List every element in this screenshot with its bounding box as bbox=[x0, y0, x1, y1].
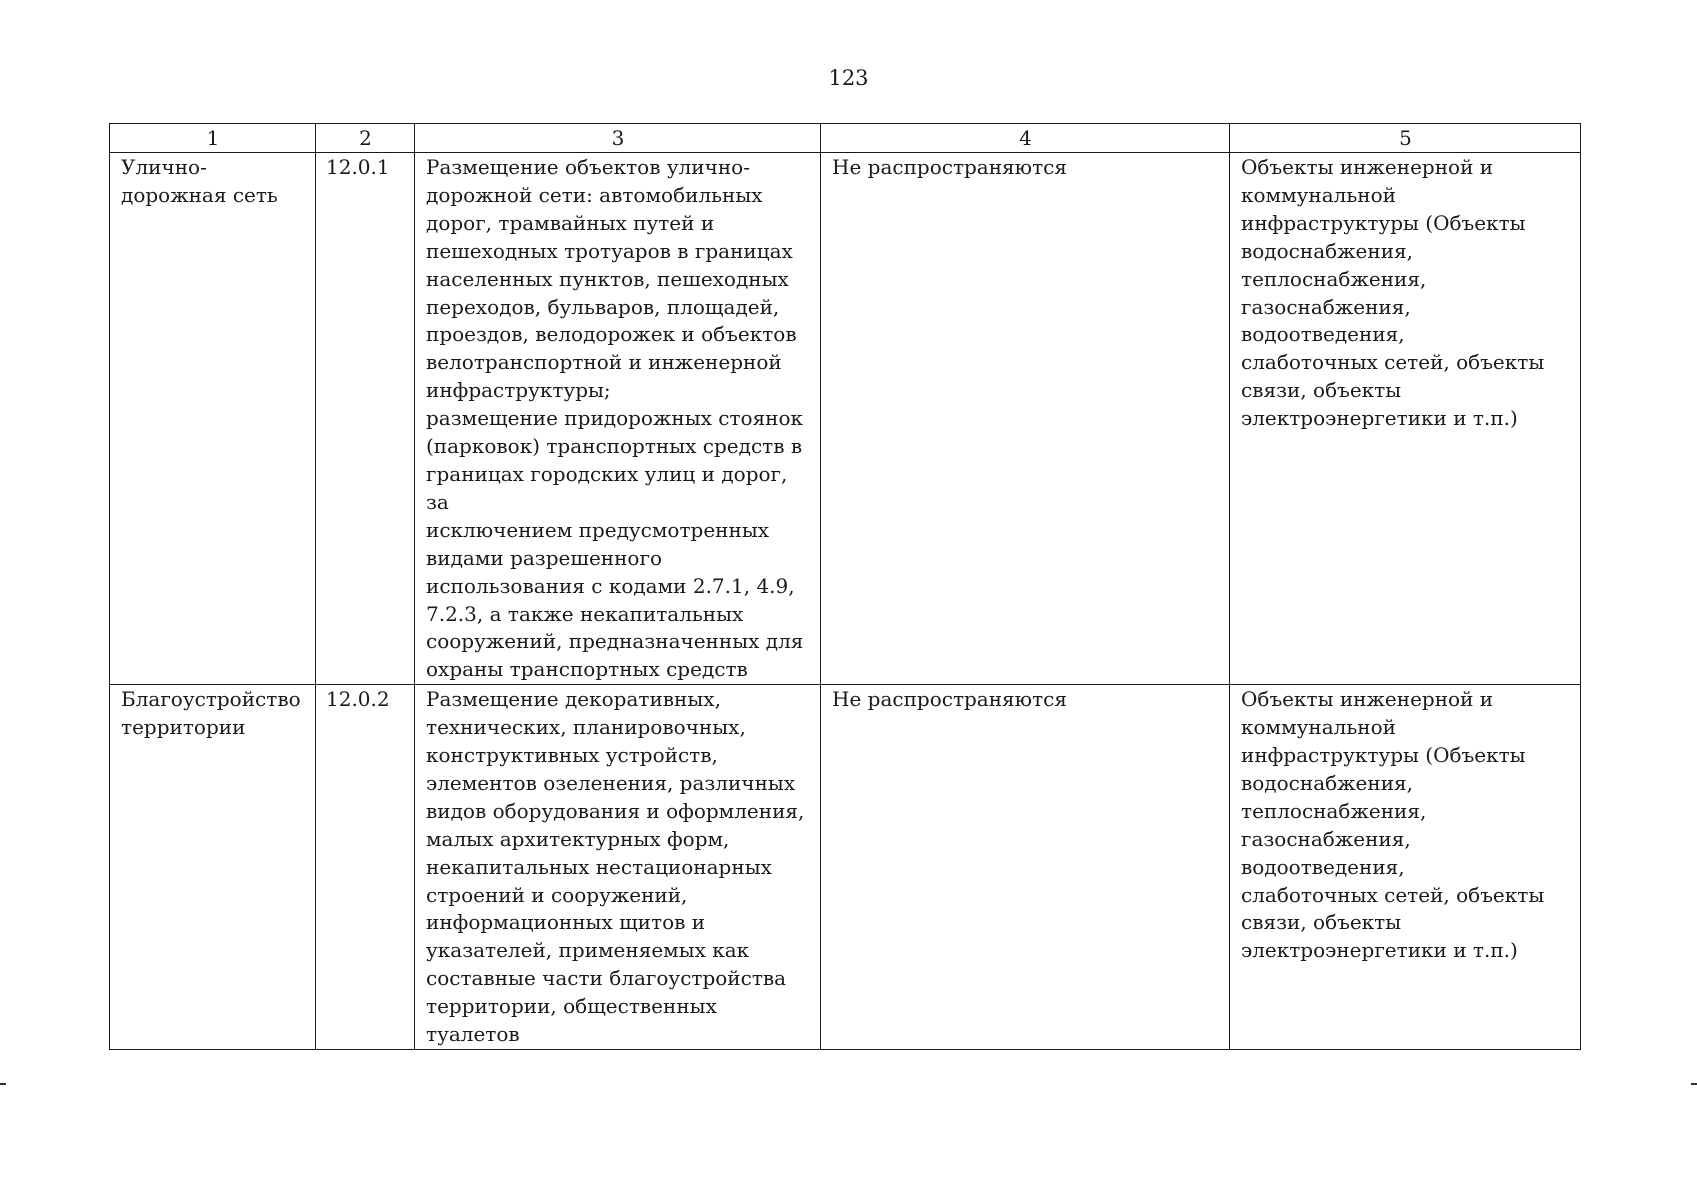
column-header-5: 5 bbox=[1230, 124, 1581, 153]
use-objects: Объекты инженерной и коммунальной инфраструктуры (Объекты водоснабжения, теплоснабжения, газоснабжения, водоотведения, слаботочных сетей, объекты связи, объекты электроэнергетики и т.п.) bbox=[1241, 155, 1545, 431]
use-code: 12.0.1 bbox=[326, 155, 390, 179]
page-number: 123 bbox=[828, 66, 869, 90]
land-use-table bbox=[109, 123, 1581, 1050]
use-name: Благоустройство территории bbox=[121, 687, 301, 740]
use-description: Размещение декоративных, технических, планировочных, конструктивных устройств, элементов озеленения, различных видов оборудования и оформления, малых архитектурных форм, некапитальных нестационарных строений и сооружений, информационных щитов и указателей, применяемых как составные части благоустройства территории, общественных туалетов bbox=[426, 687, 805, 1047]
use-description-cell bbox=[415, 153, 821, 685]
scan-edge-mark-right bbox=[1691, 1083, 1697, 1085]
use-code: 12.0.2 bbox=[326, 687, 390, 712]
use-code-cell bbox=[316, 153, 415, 685]
column-header-2: 2 bbox=[316, 124, 415, 153]
use-description: Размещение объектов улично- дорожной сети: автомобильных дорог, трамвайных путей и пешеходных тротуаров в границах населенных пунктов, пешеходных переходов, бульваров, площадей, проездов, велодорожек и объектов велотранспортной и инженерной инфраструктуры; размещение придорожных стоянок (парковок) транспортных средств в границах городских улиц и дорог, за исключением предусмотренных видами разрешенного использования с кодами 2.7.1, 4.9, 7.2.3, а также некапитальных сооружений, предназначенных для охраны транспортных средств bbox=[426, 155, 804, 682]
use-objects-cell bbox=[1230, 685, 1581, 1050]
use-objects-cell bbox=[1230, 153, 1581, 685]
scan-edge-mark-left bbox=[0, 1083, 6, 1085]
use-objects: Объекты инженерной и коммунальной инфраструктуры (Объекты водоснабжения, теплоснабжения, газоснабжения, водоотведения, слаботочных сетей, объекты связи, объекты электроэнергетики и т.п.) bbox=[1241, 687, 1545, 963]
column-header-1: 1 bbox=[110, 124, 316, 153]
use-code-cell bbox=[316, 685, 415, 1050]
column-header-4: 4 bbox=[821, 124, 1230, 153]
use-name-cell bbox=[110, 685, 316, 1050]
use-name-cell bbox=[110, 153, 316, 685]
use-description-cell bbox=[415, 685, 821, 1050]
use-restrictions-cell bbox=[821, 685, 1230, 1050]
table-row bbox=[110, 685, 1581, 1050]
column-header-3: 3 bbox=[415, 124, 821, 153]
table-row bbox=[110, 153, 1581, 685]
table-header-row bbox=[110, 124, 1581, 153]
use-restrictions-cell bbox=[821, 153, 1230, 685]
use-restrictions: Не распространяются bbox=[832, 155, 1067, 179]
use-restrictions: Не распространяются bbox=[832, 687, 1067, 712]
use-name: Улично- дорожная сеть bbox=[121, 155, 278, 207]
